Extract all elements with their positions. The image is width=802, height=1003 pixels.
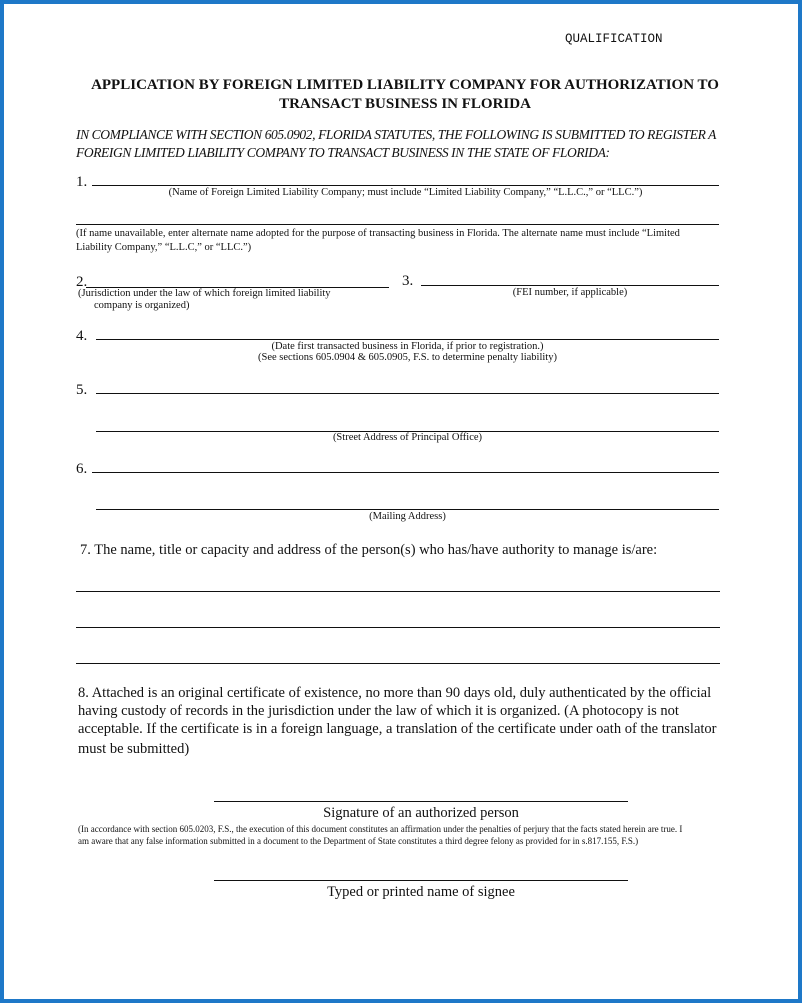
company-name-input[interactable] xyxy=(92,185,719,186)
field-3-number: 3. xyxy=(402,273,414,289)
qualification-label: QUALIFICATION xyxy=(565,32,663,46)
perjury-note-line1: (In accordance with section 605.0203, F.S., the execution of this document constitutes an affirmation under the penalties of perjury that the facts stated herein are true. I xyxy=(78,824,683,834)
date-first-transacted-caption-line1: (Date first transacted business in Florida, if prior to registration.) xyxy=(271,341,544,352)
signature-label: Signature of an authorized person xyxy=(323,805,519,821)
field-1-number: 1. xyxy=(76,174,88,190)
managers-input-line1[interactable] xyxy=(76,591,720,592)
perjury-note-line2: am aware that any false information submitted in a document to the Department of State constitutes a third degree felony as provided for in s.817.155, F.S.) xyxy=(78,836,639,846)
fei-number-caption: (FEI number, if applicable) xyxy=(512,287,628,298)
date-first-transacted-input[interactable] xyxy=(96,339,719,340)
field-2-number: 2. xyxy=(76,274,88,290)
managers-input-line3[interactable] xyxy=(76,663,720,664)
form-title-line1: APPLICATION BY FOREIGN LIMITED LIABILITY COMPANY FOR AUTHORIZATION TO xyxy=(91,77,719,93)
jurisdiction-caption-line2: company is organized) xyxy=(94,300,190,311)
principal-office-input-line1[interactable] xyxy=(96,393,719,394)
field-6-number: 6. xyxy=(76,461,88,477)
certificate-text-line1: 8. Attached is an original certificate of existence, no more than 90 days old, duly authenticated by the official xyxy=(78,685,712,701)
mailing-address-input-line1[interactable] xyxy=(92,472,719,473)
field-4-number: 4. xyxy=(76,328,88,344)
mailing-address-caption: (Mailing Address) xyxy=(369,511,446,522)
alternate-name-input[interactable] xyxy=(76,224,719,225)
printed-name-label: Typed or printed name of signee xyxy=(327,884,515,900)
mailing-address-input-line2[interactable] xyxy=(96,509,719,510)
managers-input-line2[interactable] xyxy=(76,627,720,628)
certificate-text-line2: having custody of records in the jurisdiction under the law of which it is organized. (A photocopy is not xyxy=(78,703,679,719)
fei-number-input[interactable] xyxy=(421,285,719,286)
company-name-caption: (Name of Foreign Limited Liability Company; must include “Limited Liability Company,” “L.L.C.,” or “LLC.”) xyxy=(168,187,643,198)
printed-name-input[interactable] xyxy=(214,880,628,881)
alternate-name-caption-line1: (If name unavailable, enter alternate name adopted for the purpose of transacting business in Florida. The alternate name must include “Limited xyxy=(76,228,680,239)
managers-prompt: 7. The name, title or capacity and address of the person(s) who has/have authority to manage is/are: xyxy=(80,542,658,558)
signature-input[interactable] xyxy=(214,801,628,802)
alternate-name-caption-line2: Liability Company,” “L.L.C,” or “LLC.”) xyxy=(76,242,252,253)
compliance-text-line1: IN COMPLIANCE WITH SECTION 605.0902, FLORIDA STATUTES, THE FOLLOWING IS SUBMITTED TO REGISTER A xyxy=(76,127,717,142)
field-5-number: 5. xyxy=(76,382,88,398)
jurisdiction-caption-line1: (Jurisdiction under the law of which foreign limited liability xyxy=(78,288,331,299)
principal-office-caption: (Street Address of Principal Office) xyxy=(332,432,483,443)
form-title-line2: TRANSACT BUSINESS IN FLORIDA xyxy=(279,96,531,112)
certificate-text-line4: must be submitted) xyxy=(78,741,190,757)
date-first-transacted-caption-line2: (See sections 605.0904 & 605.0905, F.S. to determine penalty liability) xyxy=(258,352,557,363)
certificate-text-line3: acceptable. If the certificate is in a foreign language, a translation of the certificate under oath of the translator xyxy=(78,721,717,737)
compliance-text-line2: FOREIGN LIMITED LIABILITY COMPANY TO TRANSACT BUSINESS IN THE STATE OF FLORIDA: xyxy=(76,145,610,160)
